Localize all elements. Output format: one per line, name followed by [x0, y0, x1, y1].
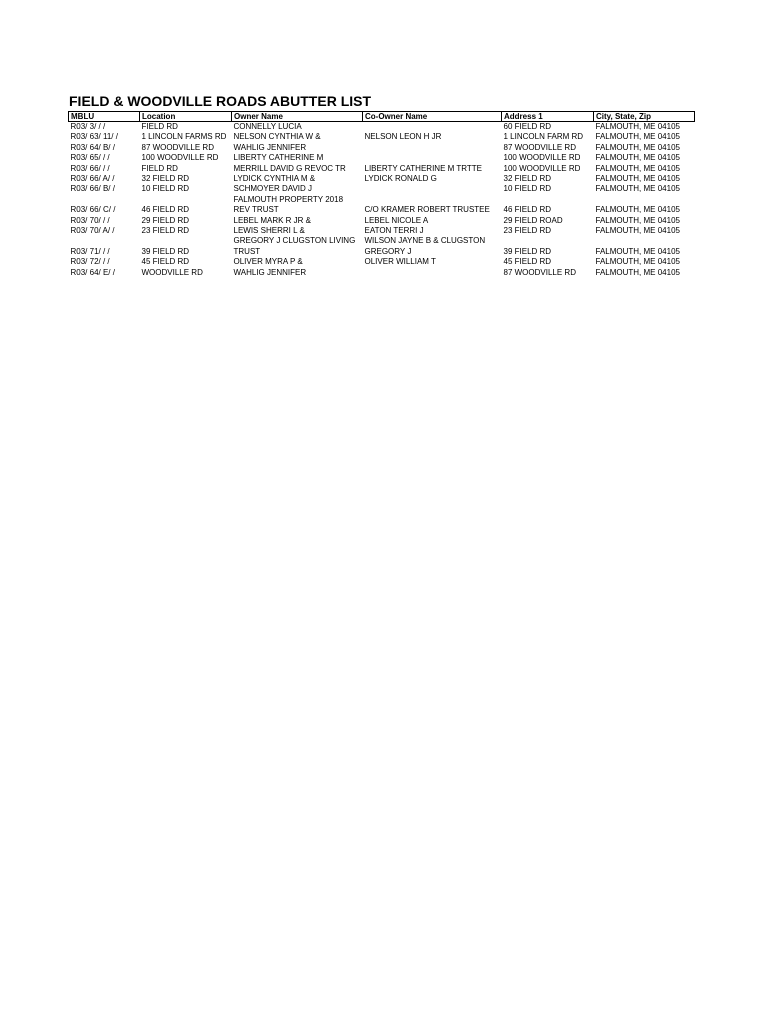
cell-owner-name: MERRILL DAVID G REVOC TR [233, 163, 346, 173]
cell-co-owner-name: WILSON JAYNE B & CLUGSTON [364, 236, 486, 246]
cell-city-state-zip: FALMOUTH, ME 04105 [595, 246, 680, 256]
column-header-address: Address 1 [502, 112, 594, 122]
cell-co-owner-name [363, 184, 502, 194]
cell-city-state-zip: FALMOUTH, ME 04105 [595, 184, 680, 194]
cell-owner-name: CONNELLY LUCIA [233, 122, 302, 131]
table-row [69, 132, 695, 142]
cell-location: 10 FIELD RD [141, 184, 190, 194]
column-header-location: Location [140, 112, 232, 122]
cell-owner-name: REV TRUST [233, 205, 279, 215]
table-body [69, 122, 695, 279]
table-row [69, 257, 695, 267]
table-row [69, 122, 695, 133]
cell-owner-name: LEBEL MARK R JR & [233, 215, 312, 225]
column-header-co-owner-name: Co-Owner Name [363, 112, 502, 122]
table-row [69, 184, 695, 194]
cell-address: 32 FIELD RD [503, 174, 552, 184]
cell-owner-name: NELSON CYNTHIA W & [233, 132, 321, 142]
cell-co-owner-name: LIBERTY CATHERINE M TRTTE [364, 163, 483, 173]
cell-location: FIELD RD [141, 163, 178, 173]
cell-location: FIELD RD [141, 122, 178, 131]
cell-location: 100 WOODVILLE RD [141, 153, 219, 163]
table-row [69, 143, 695, 153]
cell-location: 32 FIELD RD [141, 174, 190, 184]
cell-mblu: R03/ 71/ / / [70, 246, 110, 256]
cell-address: 46 FIELD RD [503, 205, 552, 215]
cell-co-owner-name [363, 153, 502, 163]
table-row [69, 268, 695, 278]
cell-location: WOODVILLE RD [141, 267, 203, 277]
cell-address: 87 WOODVILLE RD [503, 142, 576, 152]
cell-city-state-zip: FALMOUTH, ME 04105 [595, 163, 680, 173]
cell-co-owner-name [363, 122, 502, 133]
cell-location [140, 195, 232, 205]
cell-city-state-zip: FALMOUTH, ME 04105 [595, 205, 680, 215]
cell-co-owner-name: LYDICK RONALD G [364, 174, 437, 184]
cell-mblu: R03/ 70/ A/ / [70, 226, 115, 236]
cell-co-owner-name: NELSON LEON H JR [364, 132, 442, 142]
cell-mblu: R03/ 65/ / / [70, 153, 110, 163]
cell-mblu: R03/ 64/ E/ / [70, 267, 115, 277]
cell-city-state-zip: FALMOUTH, ME 04105 [595, 142, 680, 152]
cell-city-state-zip [594, 195, 695, 205]
cell-address: 1 LINCOLN FARM RD [503, 132, 584, 142]
cell-address: 10 FIELD RD [503, 184, 552, 194]
cell-mblu: R03/ 63/ 11/ / [70, 132, 118, 142]
cell-owner-name: GREGORY J CLUGSTON LIVING [233, 236, 356, 246]
cell-location: 87 WOODVILLE RD [141, 142, 214, 152]
cell-owner-name: TRUST [233, 246, 261, 256]
cell-address: 100 WOODVILLE RD [503, 153, 581, 163]
cell-co-owner-name: EATON TERRI J [364, 226, 424, 236]
cell-mblu [69, 236, 140, 246]
table-row [69, 216, 695, 226]
cell-mblu: R03/ 66/ A/ / [70, 174, 115, 184]
cell-co-owner-name [363, 143, 502, 153]
table-row [69, 205, 695, 215]
cell-city-state-zip: FALMOUTH, ME 04105 [595, 174, 680, 184]
table-row [69, 247, 695, 257]
cell-mblu: R03/ 66/ B/ / [70, 184, 115, 194]
cell-address: 39 FIELD RD [503, 246, 552, 256]
cell-location: 46 FIELD RD [141, 205, 190, 215]
cell-address [502, 236, 594, 246]
cell-owner-name: WAHLIG JENNIFER [233, 267, 307, 277]
abutter-table [68, 111, 695, 278]
cell-location [140, 236, 232, 246]
cell-owner-name: FALMOUTH PROPERTY 2018 [233, 194, 344, 204]
cell-co-owner-name: GREGORY J [364, 246, 412, 256]
cell-mblu: R03/ 66/ C/ / [70, 205, 116, 215]
cell-mblu: R03/ 70/ / / [70, 215, 110, 225]
cell-city-state-zip: FALMOUTH, ME 04105 [595, 215, 680, 225]
cell-address: 29 FIELD ROAD [503, 215, 563, 225]
cell-address: 23 FIELD RD [503, 226, 552, 236]
cell-city-state-zip: FALMOUTH, ME 04105 [595, 122, 680, 131]
cell-mblu [69, 195, 140, 205]
cell-owner-name: OLIVER MYRA P & [233, 257, 303, 267]
table-row [69, 195, 695, 205]
cell-location: 39 FIELD RD [141, 246, 190, 256]
cell-city-state-zip: FALMOUTH, ME 04105 [595, 226, 680, 236]
cell-location: 23 FIELD RD [141, 226, 190, 236]
table-row [69, 153, 695, 163]
cell-co-owner-name: C/O KRAMER ROBERT TRUSTEE [364, 205, 490, 215]
cell-mblu: R03/ 72/ / / [70, 257, 110, 267]
column-header-owner-name: Owner Name [232, 112, 363, 122]
cell-address: 60 FIELD RD [503, 122, 552, 131]
cell-owner-name: WAHLIG JENNIFER [233, 142, 307, 152]
cell-co-owner-name: LEBEL NICOLE A [364, 215, 429, 225]
cell-owner-name: SCHMOYER DAVID J [233, 184, 313, 194]
cell-city-state-zip: FALMOUTH, ME 04105 [595, 267, 680, 277]
cell-location: 45 FIELD RD [141, 257, 190, 267]
table-row [69, 164, 695, 174]
cell-location: 1 LINCOLN FARMS RD [141, 132, 227, 142]
column-header-city-state-zip: City, State, Zip [594, 112, 695, 122]
cell-mblu: R03/ 3/ / / [70, 122, 106, 131]
cell-city-state-zip: FALMOUTH, ME 04105 [595, 153, 680, 163]
cell-owner-name: LYDICK CYNTHIA M & [233, 174, 316, 184]
table-header-row [69, 112, 695, 122]
cell-co-owner-name: OLIVER WILLIAM T [364, 257, 436, 267]
cell-city-state-zip: FALMOUTH, ME 04105 [595, 257, 680, 267]
table-row [69, 226, 695, 236]
cell-owner-name: LEWIS SHERRI L & [233, 226, 305, 236]
cell-address: 87 WOODVILLE RD [503, 267, 576, 277]
cell-address: 100 WOODVILLE RD [503, 163, 581, 173]
cell-co-owner-name [363, 268, 502, 278]
cell-city-state-zip: FALMOUTH, ME 04105 [595, 132, 680, 142]
table-row [69, 174, 695, 184]
cell-co-owner-name [363, 195, 502, 205]
column-header-mblu: MBLU [69, 112, 140, 122]
table-row [69, 236, 695, 246]
cell-owner-name: LIBERTY CATHERINE M [233, 153, 324, 163]
cell-city-state-zip [594, 236, 695, 246]
cell-location: 29 FIELD RD [141, 215, 190, 225]
page-title: FIELD & WOODVILLE ROADS ABUTTER LIST [69, 93, 372, 109]
cell-address [502, 195, 594, 205]
cell-address: 45 FIELD RD [503, 257, 552, 267]
cell-mblu: R03/ 64/ B/ / [70, 142, 115, 152]
cell-mblu: R03/ 66/ / / [70, 163, 110, 173]
